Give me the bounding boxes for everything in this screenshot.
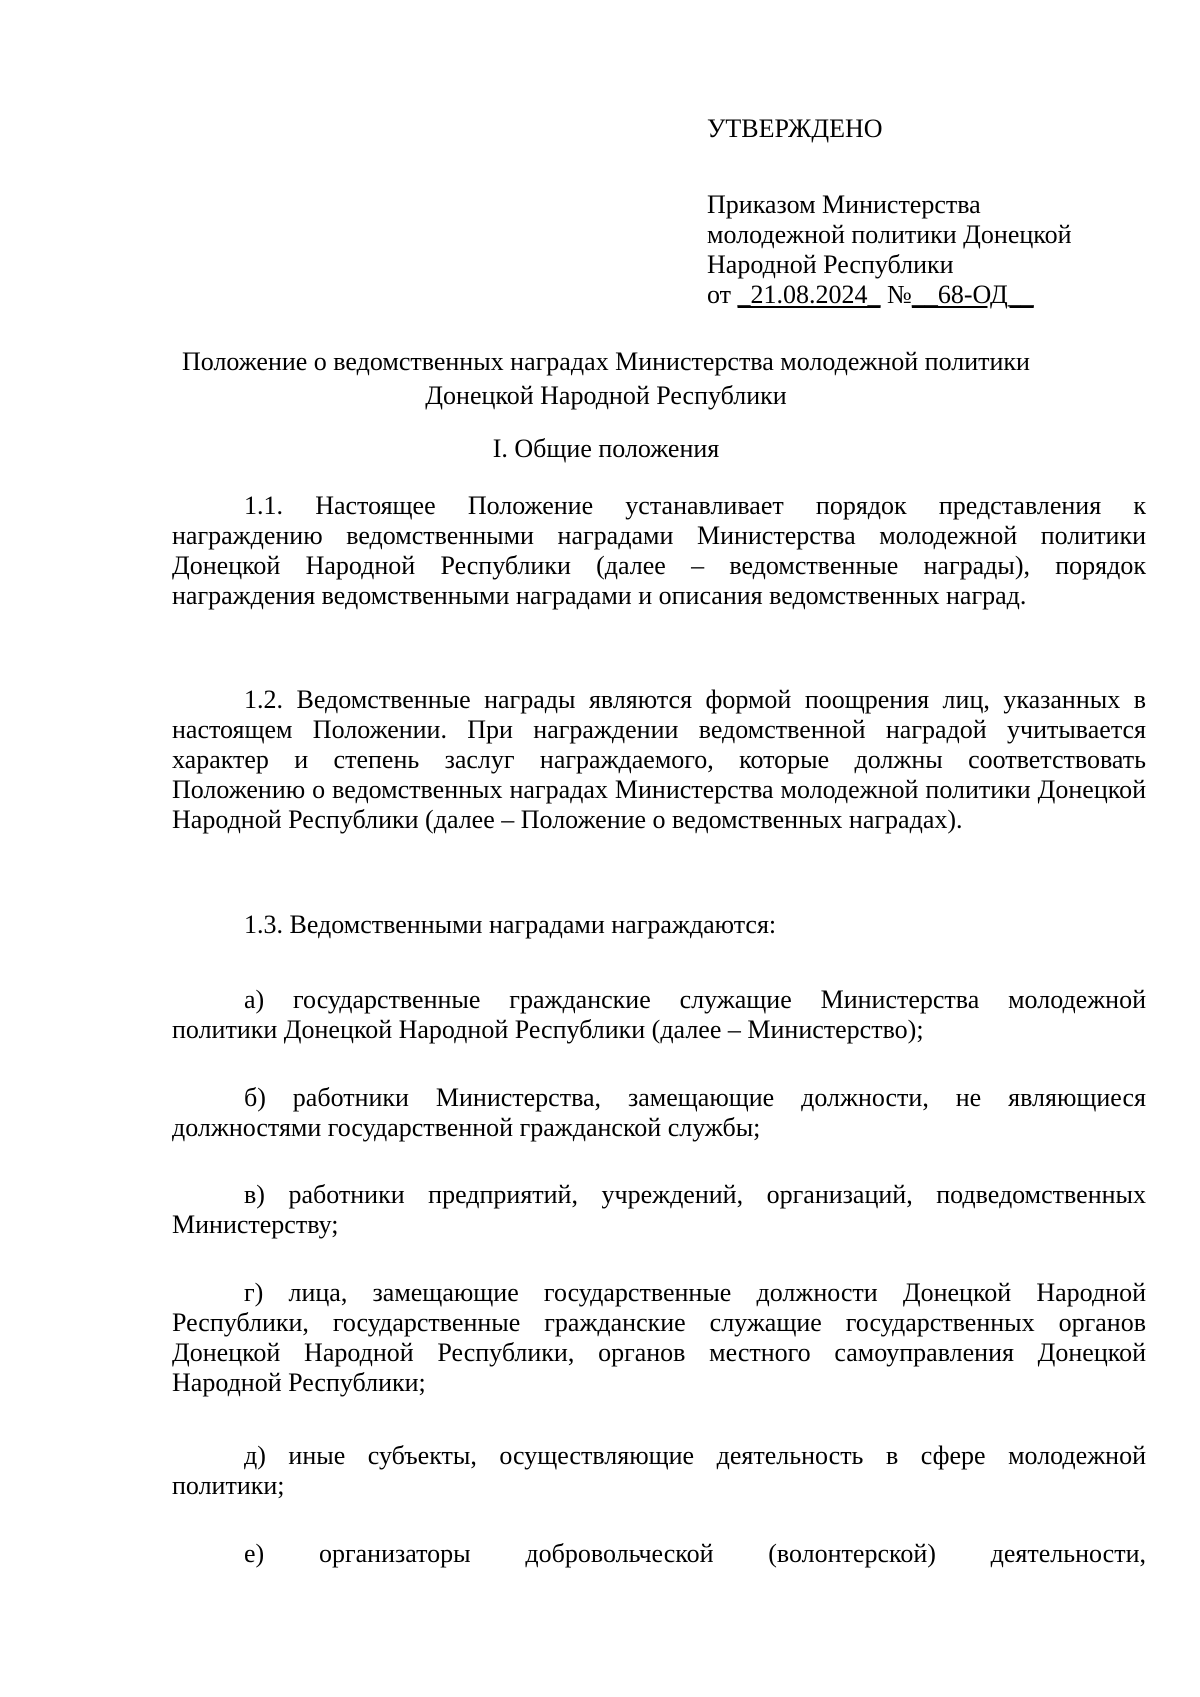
paragraph-1-1: 1.1. Настоящее Положение устанавливает порядок представления к награждению ведомственными наградами Министерства молодежной политики Донецкой Народной Республики (далее – ведомственные награды), порядок награждения ведомственными наградами и описания ведомственных наград. <box>172 491 1146 610</box>
order-date: _21.08.2024_ <box>737 280 881 309</box>
list-item-b: б) работники Министерства, замещающие должности, не являющиеся должностями государственной гражданской службы; <box>172 1083 1146 1142</box>
list-item-e: е) организаторы добровольческой (волонтерской) деятельности, <box>244 1539 1146 1568</box>
paragraph-1-2: 1.2. Ведомственные награды являются формой поощрения лиц, указанных в настоящем Положении. При награждении ведомственной наградой учитывается характер и степень заслуг награждаемого, которые должны соответствовать Положению о ведомственных наградах Министерства молодежной политики Донецкой Народной Республики (далее – Положение о ведомственных наградах). <box>172 685 1146 834</box>
order-date-number-line <box>707 280 1147 310</box>
order-number-sign: № <box>880 280 912 309</box>
approval-line-3: Народной Республики <box>707 250 954 279</box>
list-item-v: в) работники предприятий, учреждений, организаций, подведомственных Министерству; <box>172 1180 1146 1239</box>
approval-line-1: Приказом Министерства <box>707 190 981 219</box>
approval-stamp-block <box>707 114 1147 310</box>
list-item-a: а) государственные гражданские служащие Министерства молодежной политики Донецкой Народной Республики (далее – Министерство); <box>172 985 1146 1044</box>
list-item-g: г) лица, замещающие государственные должности Донецкой Народной Республики, государственные гражданские служащие государственных органов Донецкой Народной Республики, органов местного самоуправления Донецкой Народной Республики; <box>172 1278 1146 1397</box>
document-title-line-2: Донецкой Народной Республики <box>425 381 787 410</box>
section-heading: I. Общие положения <box>492 434 720 463</box>
approval-title: УТВЕРЖДЕНО <box>707 114 883 143</box>
order-number: __68-ОД__ <box>911 280 1034 309</box>
list-item-d: д) иные субъекты, осуществляющие деятельность в сфере молодежной политики; <box>172 1441 1146 1500</box>
document-title-line-1: Положение о ведомственных наградах Министерства молодежной политики <box>182 347 1030 376</box>
order-prefix: от <box>707 280 738 309</box>
approval-order-reference <box>707 190 1147 310</box>
document-title <box>150 345 1062 413</box>
paragraph-1-3: 1.3. Ведомственными наградами награждаются: <box>244 910 777 939</box>
approval-line-2: молодежной политики Донецкой <box>707 220 1072 249</box>
